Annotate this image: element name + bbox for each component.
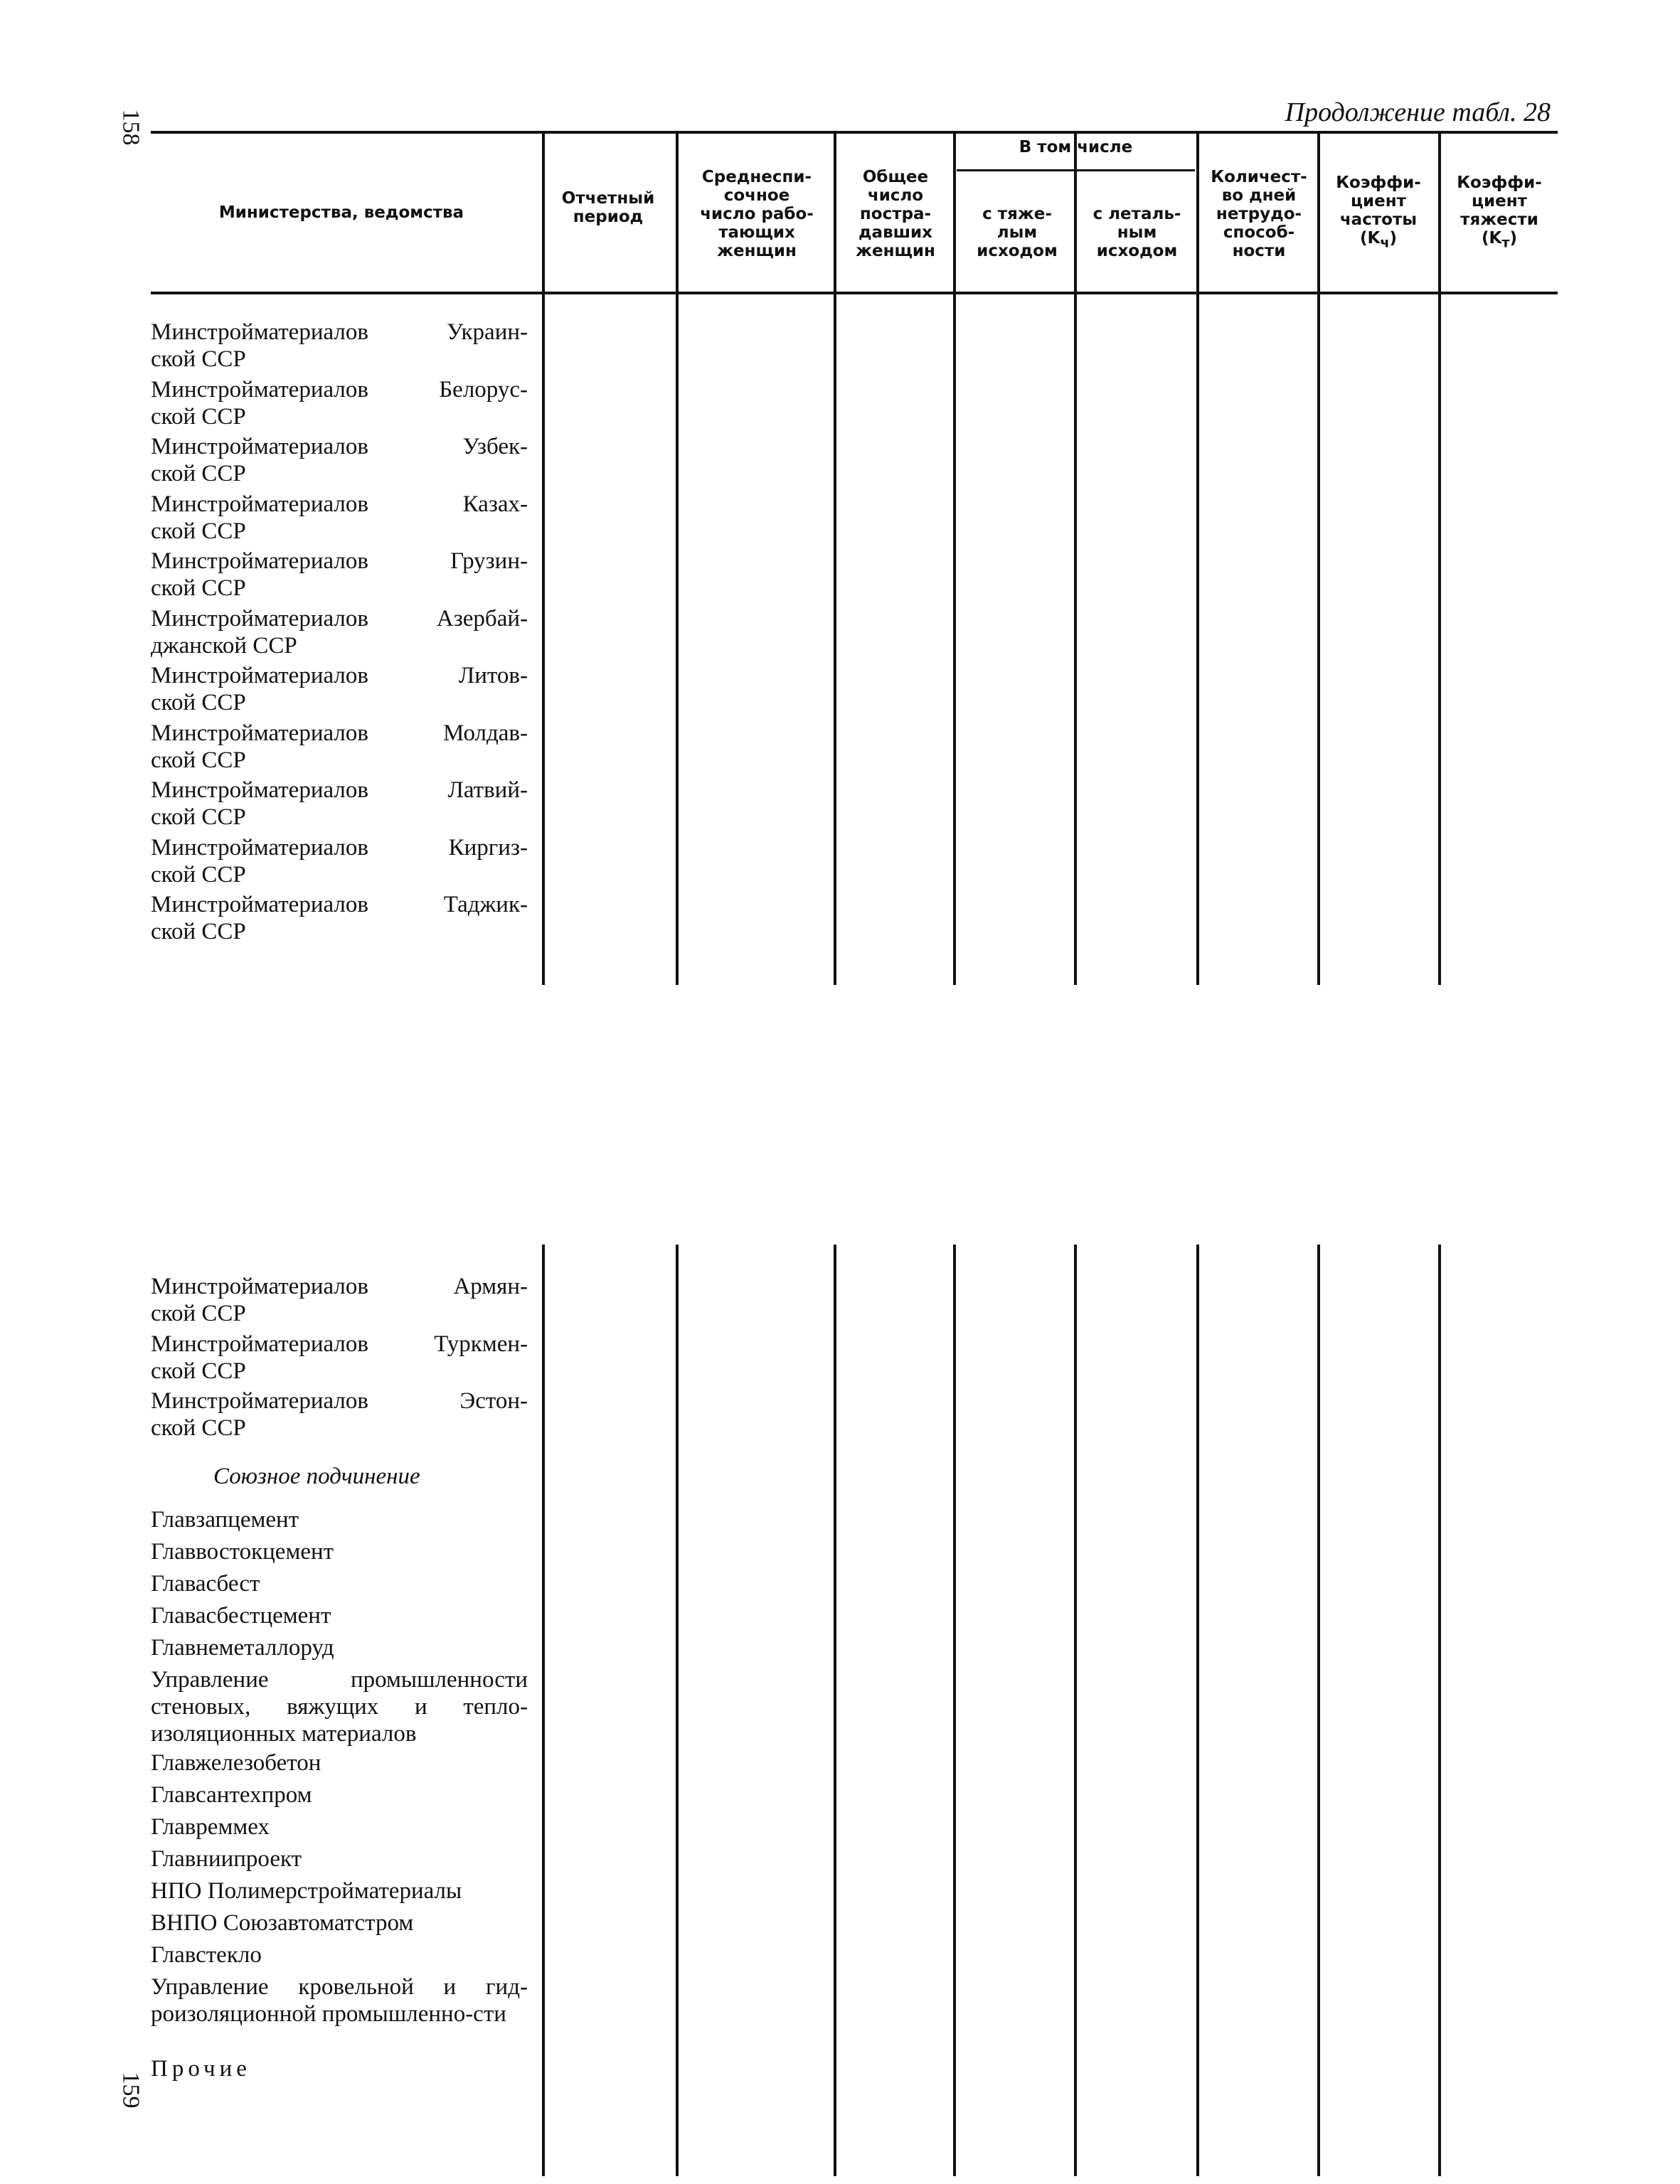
column-divider xyxy=(1438,134,1441,985)
table-row xyxy=(151,891,528,945)
row-label: Латвий- xyxy=(447,777,528,803)
table-row: Главзапцемент xyxy=(151,1507,299,1533)
row-label: Украин- xyxy=(447,319,528,345)
row-label: ской ССР xyxy=(151,1358,246,1384)
row-label: ской ССР xyxy=(151,346,246,372)
column-divider xyxy=(953,1245,956,2176)
column-divider xyxy=(542,134,545,985)
row-label: ской ССР xyxy=(151,518,246,544)
row-label: Минстройматериалов xyxy=(151,1274,368,1299)
table-row xyxy=(151,605,528,659)
table-row xyxy=(151,662,528,716)
row-label: Минстройматериалов xyxy=(151,834,368,861)
table-row xyxy=(151,491,528,545)
column-divider xyxy=(1196,134,1199,985)
table-row: Главасбест xyxy=(151,1571,260,1597)
row-label: Минстройматериалов xyxy=(151,605,368,632)
table-row: Главнеметаллоруд xyxy=(151,1635,334,1661)
row-label: Узбек- xyxy=(462,434,528,459)
table-row: Главреммех xyxy=(151,1814,270,1840)
header-period: Отчетный период xyxy=(561,189,655,226)
table-row: Прочие xyxy=(151,2056,251,2082)
header-avg-count: Среднеспи- сочное число рабо- тающих женщин xyxy=(700,168,814,260)
row-label: Эстон- xyxy=(459,1388,528,1414)
table-row xyxy=(151,834,528,888)
row-label: ской ССР xyxy=(151,690,246,715)
row-label: Литов- xyxy=(458,663,528,688)
row-label: Минстройматериалов xyxy=(151,720,368,746)
row-label: ской ССР xyxy=(151,861,246,888)
column-divider xyxy=(953,134,956,985)
row-label: ской ССР xyxy=(151,747,246,773)
row-label: Минстройматериалов xyxy=(151,548,368,574)
row-label: Минстройматериалов xyxy=(151,1331,368,1357)
table-row xyxy=(151,1331,528,1385)
header-total-injured: Общее число постра- давших женщин xyxy=(856,168,935,260)
table-caption: Продолжение табл. 28 xyxy=(1285,97,1551,127)
column-divider xyxy=(542,1245,545,2176)
row-label: ской ССР xyxy=(151,1415,246,1441)
page-number-top: 158 xyxy=(117,109,144,146)
column-divider xyxy=(676,1245,679,2176)
row-label: Минстройматериалов xyxy=(151,491,368,517)
row-label: Молдав- xyxy=(442,720,528,746)
row-label: ской ССР xyxy=(151,461,246,486)
table-row: ВНПО Союзавтоматстром xyxy=(151,1910,414,1936)
column-divider xyxy=(676,134,679,985)
header-freq-coef: Коэффи- циент частоты $(K_ч)$ xyxy=(1336,174,1421,251)
column-divider xyxy=(1438,1245,1441,2176)
row-label: Минстройматериалов xyxy=(151,892,368,917)
table-row: Главниипроект xyxy=(151,1846,302,1872)
header-ministry: Министерства, ведомства xyxy=(218,203,464,222)
column-divider xyxy=(1317,1245,1320,2176)
row-label: джанской ССР xyxy=(151,632,297,659)
row-label: Казах- xyxy=(462,491,528,517)
table-row xyxy=(151,720,528,774)
table-row xyxy=(151,1387,528,1442)
column-divider xyxy=(1317,134,1320,985)
table-row: Главсантехпром xyxy=(151,1782,312,1808)
table-row: Управление промышленности стеновых, вяжущих и тепло-изоляционных материалов xyxy=(151,1667,528,1747)
column-divider xyxy=(834,134,836,985)
table-row xyxy=(151,319,528,373)
table-row xyxy=(151,376,528,430)
row-label: Минстройматериалов xyxy=(151,376,368,403)
column-divider xyxy=(1196,1245,1199,2176)
header-bottom-rule xyxy=(151,292,1558,294)
table-row: НПО Полимерстройматериалы xyxy=(151,1878,462,1904)
table-row: Главжелезобетон xyxy=(151,1750,321,1776)
table-row: Главвостокцемент xyxy=(151,1539,334,1565)
row-label: Минстройматериалов xyxy=(151,434,368,459)
header-fatal: с леталь- ным исходом xyxy=(1092,205,1181,260)
row-label: Минстройматериалов xyxy=(151,319,368,345)
row-label: ской ССР xyxy=(151,804,246,830)
column-divider xyxy=(1074,1245,1077,2176)
header-including: В том числе xyxy=(1019,138,1133,156)
header-sev-coef: Коэффи- циент тяжести $(K_т)$ xyxy=(1457,174,1542,251)
row-label: Минстройматериалов xyxy=(151,1388,368,1414)
row-label: Белорус- xyxy=(439,376,528,403)
table-row xyxy=(151,777,528,831)
page-number-bottom: 159 xyxy=(117,2072,144,2109)
row-label: ской ССР xyxy=(151,919,246,944)
row-label: Туркмен- xyxy=(434,1331,528,1357)
table-row: Главасбестцемент xyxy=(151,1603,331,1629)
row-label: Минстройматериалов xyxy=(151,777,368,803)
section-title: Союзное подчинение xyxy=(213,1464,420,1489)
row-label: ской ССР xyxy=(151,575,246,601)
row-label: Грузин- xyxy=(450,548,528,574)
table-row xyxy=(151,548,528,602)
row-label: ской ССР xyxy=(151,1301,246,1326)
column-divider xyxy=(1074,134,1077,985)
table-row: Управление кровельной и гид-роизоляционной промышленно-сти xyxy=(151,1974,528,2027)
table-row: Главстекло xyxy=(151,1942,262,1968)
table-row xyxy=(151,433,528,487)
row-label: ской ССР xyxy=(151,403,246,430)
table-row xyxy=(151,1273,528,1327)
row-label: Минстройматериалов xyxy=(151,663,368,688)
row-label: Армян- xyxy=(453,1274,528,1299)
header-top-rule xyxy=(151,131,1558,134)
row-label: Таджик- xyxy=(443,892,528,917)
header-severe: с тяже- лым исходом xyxy=(977,205,1058,260)
row-label: Азербай- xyxy=(436,605,528,632)
column-divider xyxy=(834,1245,836,2176)
header-days-lost: Количест- во дней нетрудо- способ- ности xyxy=(1211,168,1307,260)
row-label: Киргиз- xyxy=(448,834,528,861)
